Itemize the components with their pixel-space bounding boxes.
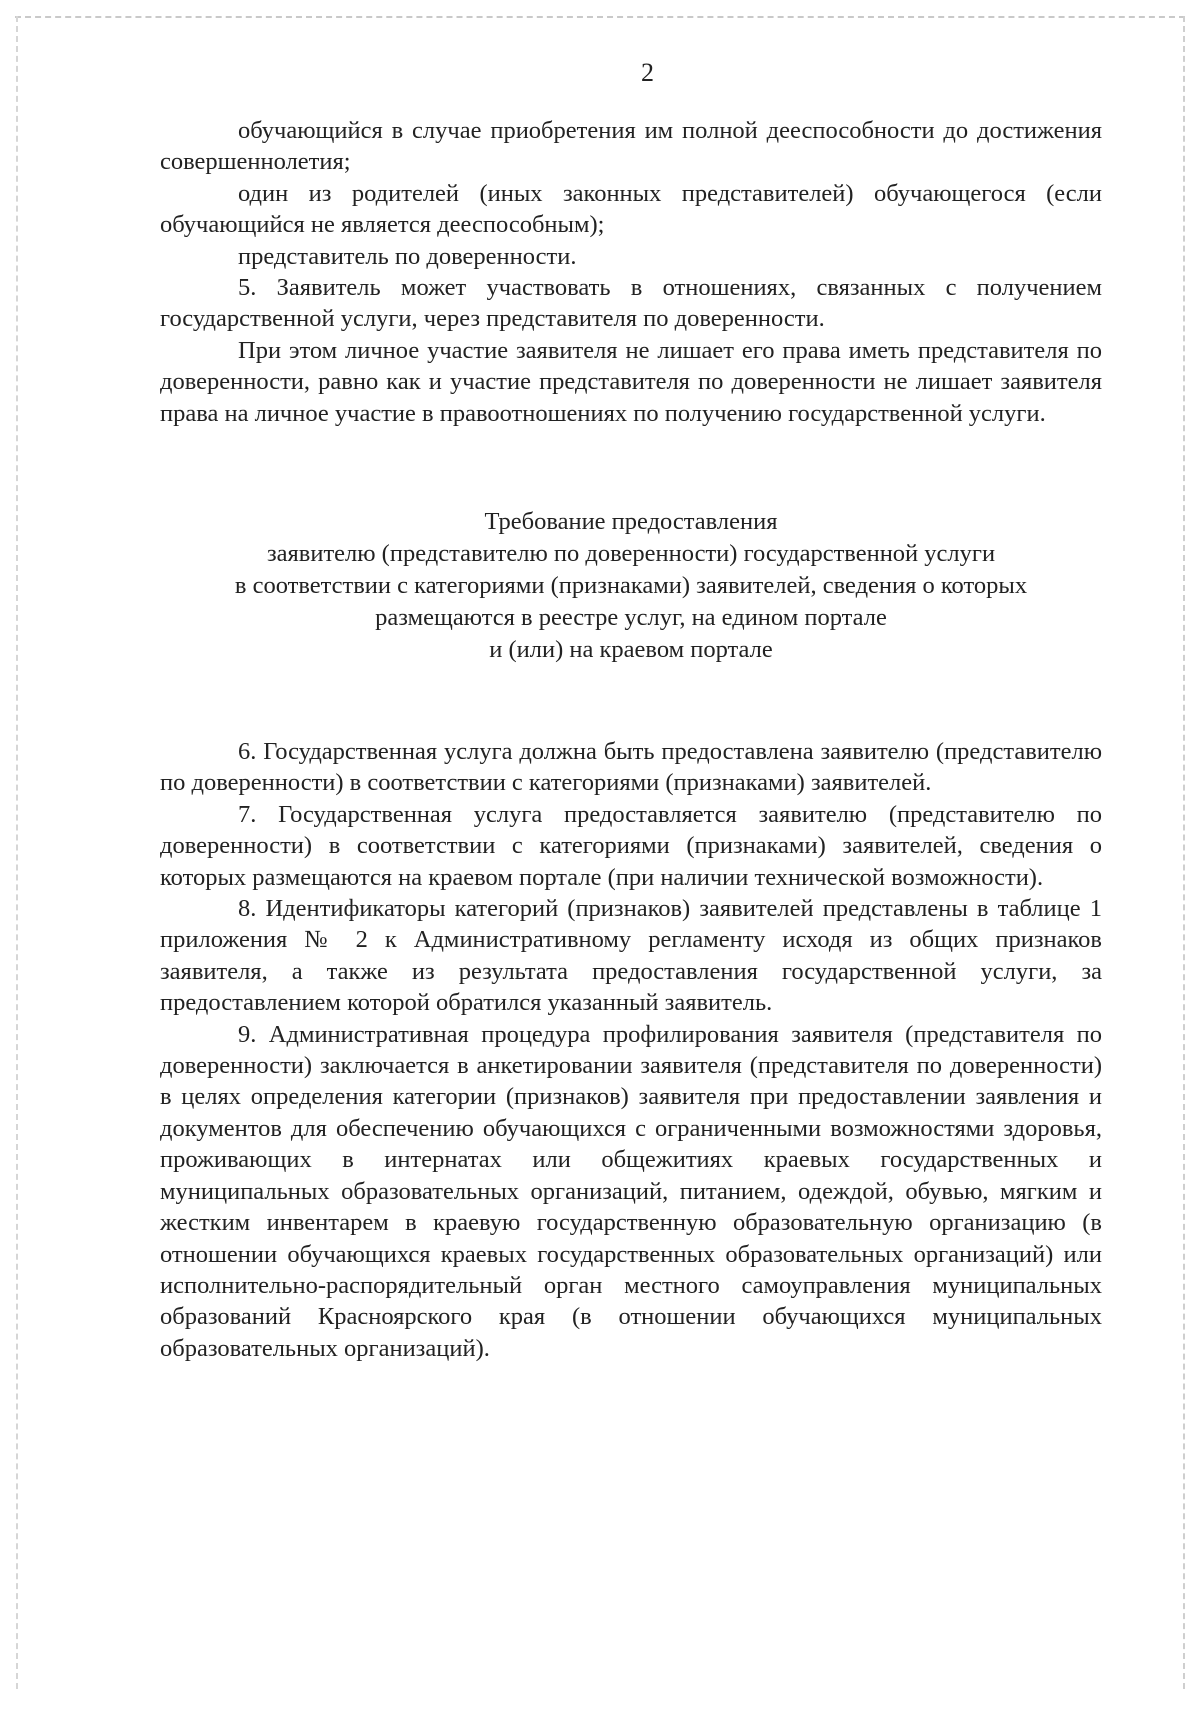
paragraph: обучающийся в случае приобретения им полной дееспособности до достижения совершеннолетия;: [160, 117, 1102, 176]
paragraph: 9. Административная процедура профилирования заявителя (представителя по доверенности) заключается в анкетировании заявителя (представителя по доверенности) в целях определения категории (признаков) заявителя при предоставлении заявления и документов для обеспечению обучающихся с ограниченными возможностями здоровья, проживающих в интернатах или общежитиях краевых государственных и муниципальных образовательных организаций, питанием, одеждой, обувью, мягким и жестким инвентарем в краевую государственную образовательную организацию (в отношении обучающихся краевых государственных образовательных организаций) или исполнительно-распорядительный орган местного самоуправления муниципальных образований Красноярского края (в отношении обучающихся муниципальных образовательных организаций).: [160, 1020, 1102, 1362]
heading-line: размещаются в реестре услуг, на едином портале: [375, 604, 887, 631]
paragraph: 8. Идентификаторы категорий (признаков) заявителей представлены в таблице 1 приложения № 2 к Административному регламенту исходя из общих признаков заявителя, а также из результата предоставления государственной услуги, за предоставлением которой обратился указанный заявитель.: [160, 895, 1102, 1017]
section-heading: [160, 506, 1102, 666]
body-text-top: [160, 115, 1102, 429]
heading-line: Требование предоставления: [484, 508, 778, 535]
paragraph: При этом личное участие заявителя не лишает его права иметь представителя по доверенности, равно как и участие представителя по доверенности не лишает заявителя права на личное участие в правоотношениях по получению государственной услуги.: [160, 336, 1102, 427]
page-number: 2: [641, 58, 654, 87]
heading-line: заявителю (представителю по доверенности) государственной услуги: [266, 540, 996, 567]
body-text-bottom: [160, 736, 1102, 1364]
heading-line: в соответствии с категориями (признаками) заявителей, сведения о которых: [234, 572, 1028, 599]
scan-border-right: [1183, 16, 1185, 1689]
paragraph: 5. Заявитель может участвовать в отношениях, связанных с получением государственной услуги, через представителя по доверенности.: [160, 274, 1102, 333]
heading-line: и (или) на краевом портале: [489, 636, 773, 663]
paragraph: один из родителей (иных законных представителей) обучающегося (если обучающийся не является дееспособным);: [160, 179, 1102, 239]
paragraph: представитель по доверенности.: [238, 242, 577, 270]
scan-border-top: [15, 16, 1185, 18]
paragraph: 6. Государственная услуга должна быть предоставлена заявителю (представителю по доверенности) в соответствии с категориями (признаками) заявителей.: [160, 738, 1102, 797]
scan-border-left: [16, 16, 18, 1689]
paragraph: 7. Государственная услуга предоставляется заявителю (представителю по доверенности) в соответствии с категориями (признаками) заявителей, сведения о которых размещаются на краевом портале (при наличии технической возможности).: [160, 800, 1102, 891]
